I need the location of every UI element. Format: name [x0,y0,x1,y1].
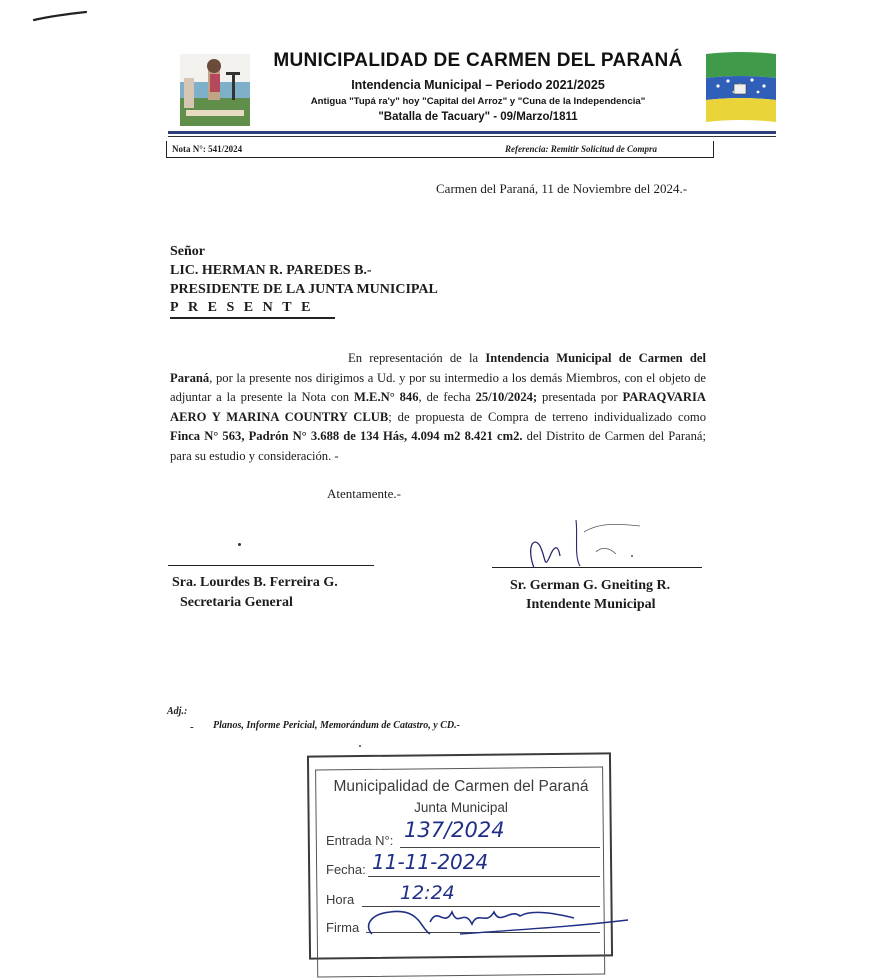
attachments-label: Adj.: [167,706,188,717]
ink-dot [359,745,361,747]
reference-text: Referencia: Remitir Solicitud de Compra [505,144,657,154]
header-rule-blue [168,131,776,134]
letterhead-battle: "Batalla de Tacuary" - 09/Marzo/1811 [378,111,578,123]
pen-mark [32,8,88,24]
presente-underline [170,317,335,319]
left-signer-title: Secretaria General [180,595,293,610]
closing: Atentamente.- [327,486,401,501]
stamp-entrada-value: 137/2024 [404,818,505,842]
stamp-title: Municipalidad de Carmen del Paraná [333,778,589,795]
nota-number: Nota N°: 541/2024 [172,144,243,154]
presente-label: PRESENTE [170,300,320,315]
addressee-position: PRESIDENTE DE LA JUNTA MUNICIPAL [170,282,438,297]
stamp-fecha-line [368,876,600,877]
attachments-list: Planos, Informe Pericial, Memorándum de Catastro, y CD.- [213,720,460,731]
stamp-fecha-value: 11-11-2024 [372,850,489,874]
signature-line-left [168,565,374,566]
stamp-hora-value: 12:24 [400,882,455,904]
addressee-name: LIC. HERMAN R. PAREDES B.- [170,263,372,278]
salutation: Señor [170,244,205,259]
stamp-fecha-label: Fecha: [326,862,366,877]
right-signer-title: Intendente Municipal [526,597,656,612]
attachments-bullet: - [190,721,194,733]
right-signer-name: Sr. German G. Gneiting R. [510,578,671,593]
stamp-firma-label: Firma [326,920,360,935]
ink-dot [238,543,241,546]
stamp-subtitle: Junta Municipal [414,800,508,815]
municipal-flag-icon [706,50,776,126]
letterhead-subtitle: Intendencia Municipal – Periodo 2021/2025 [351,78,605,92]
letter-date: Carmen del Paraná, 11 de Noviembre del 2024.- [436,181,688,196]
stamp-entrada-label: Entrada N°: [326,833,394,848]
letterhead-title: MUNICIPALIDAD DE CARMEN DEL PARANÁ [273,50,683,71]
municipal-emblem-logo [180,54,250,126]
letterhead-motto: Antigua "Tupá ra'y" hoy "Capital del Arroz" y "Cuna de la Independencia" [310,96,646,107]
header-rule-dark [168,136,776,137]
stamp-entrada-line [400,847,600,848]
stamp-signature-scribble [360,898,630,937]
letter-body: En representación de la Intendencia Municipal de Carmen del Paraná, por la presente nos dirigimos a Ud. y por su intermedio a los demás Miembros, con el objeto de adjuntar a la presente la Nota con M.E.N° 846, de fecha 25/10/2024; presentada por PARAQVARIA AERO Y MARINA COUNTRY CLUB; de propuesta de Compra de terreno individualizado como Finca N° 563, Padrón N° 3.688 de 134 Hás, 4.094 m2 8.421 cm2. del Distrito de Carmen del Paraná; para su estudio y consideración. - [170,351,706,463]
left-signer-name: Sra. Lourdes B. Ferreira G. [172,575,338,590]
stamp-hora-label: Hora [326,892,355,907]
handwritten-signature [520,516,660,576]
